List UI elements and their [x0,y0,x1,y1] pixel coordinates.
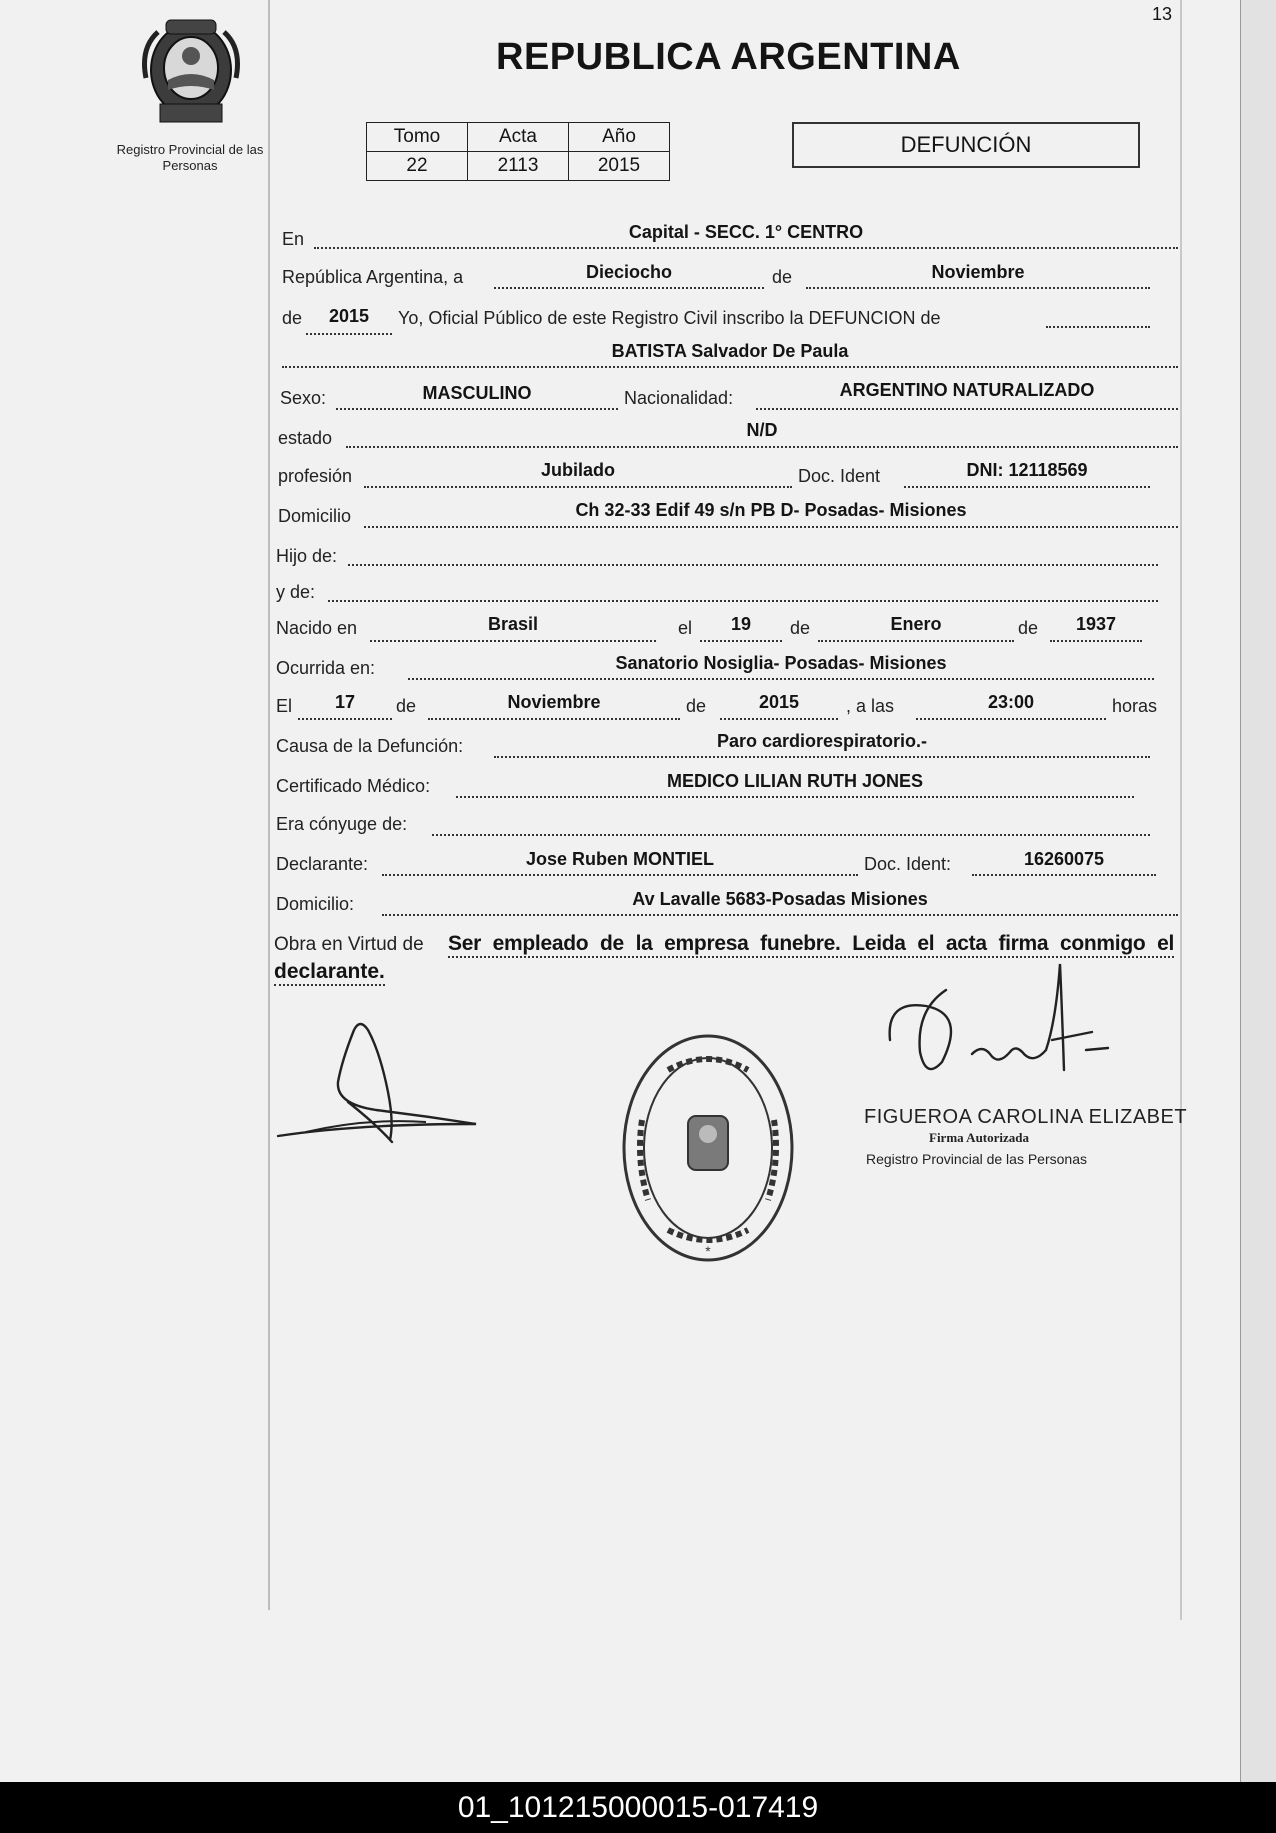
death-month-line [428,718,680,720]
month-line [806,287,1150,289]
margin-rule [268,0,270,1610]
domicilio-value: Ch 32-33 Edif 49 s/n PB D- Posadas- Misiones [575,500,967,520]
file-code-bar [0,1782,1276,1833]
certificado-label: Certificado Médico: [276,776,431,796]
document-type-box: DEFUNCIÓN [792,122,1140,168]
death-time: 23:00 [987,692,1035,712]
birth-month: Enero [890,614,942,634]
adjacent-page-edge [1240,0,1276,1782]
obra-label: Obra en Virtud de [274,934,424,955]
certificado-line [456,796,1134,798]
year-line [306,333,392,335]
doc-ident-value: DNI: 12118569 [966,460,1088,480]
domicilio-line [364,526,1178,528]
death-year-line [720,718,838,720]
estado-label: estado [278,428,333,448]
declarante-value: Jose Ruben MONTIEL [525,849,714,869]
ocurrida-line [408,678,1154,680]
place-value: Capital - SECC. 1° CENTRO [628,222,864,242]
statement-line [1046,326,1150,328]
death-year: 2015 [758,692,800,712]
yde-line [328,600,1158,602]
officer-organization: Registro Provincial de las Personas [866,1151,1087,1167]
horas-label: horas [1112,696,1158,716]
declarante-label: Declarante: [276,854,369,874]
ocurrida-value: Sanatorio Nosiglia- Posadas- Misiones [615,653,947,673]
acta-header: Acta [468,123,569,152]
decl-doc-label: Doc. Ident: [864,854,952,874]
causa-value: Paro cardiorespiratorio.- [716,731,928,751]
doc-ident-line [904,486,1150,488]
name-line [282,366,1178,368]
certificado-value: MEDICO LILIAN RUTH JONES [666,771,923,791]
conyuge-line [432,834,1150,836]
de-year-label: de [282,308,303,328]
day-value: Dieciocho [585,262,673,282]
deceased-name: BATISTA Salvador De Paula [611,341,849,361]
sexo-line [336,408,618,410]
causa-label: Causa de la Defunción: [276,736,464,756]
registry-label: Registro Provincial de las Personas [116,142,264,173]
month-value: Noviembre [931,262,1025,282]
domicilio2-value: Av Lavalle 5683-Posadas Misiones [632,889,928,909]
right-rule [1180,0,1182,1620]
day-line [494,287,764,289]
domicilio2-label: Domicilio: [276,894,355,914]
nacionalidad-label: Nacionalidad: [624,388,734,408]
hijo-line [348,564,1158,566]
declarant-signature [276,1012,486,1152]
death-day: 17 [334,692,356,712]
death-de-year-label: de [686,696,707,716]
provincial-crest-icon [138,18,244,128]
doc-ident-label: Doc. Ident [798,466,881,486]
officer-name: FIGUEROA CAROLINA ELIZABET [864,1106,1188,1128]
republica-label: República Argentina, a [282,267,464,287]
birth-day-line [700,640,782,642]
de-label: de [772,267,793,287]
nacido-label: Nacido en [276,618,358,638]
birth-de-year-label: de [1018,618,1039,638]
a-las-label: , a las [846,696,895,716]
sexo-value: MASCULINO [422,383,532,403]
conyuge-label: Era cónyuge de: [276,814,408,834]
tomo-header: Tomo [367,123,468,152]
birth-day: 19 [730,614,752,634]
hijo-label: Hijo de: [276,546,338,566]
estado-line [346,446,1178,448]
causa-line [494,756,1150,758]
birth-de-label: de [790,618,811,638]
ano-value: 2015 [569,152,670,181]
profesion-line [364,486,792,488]
nacionalidad-line [756,408,1178,410]
en-label: En [282,229,305,249]
birth-year: 1937 [1075,614,1117,634]
svg-text:*: * [705,1243,711,1259]
yde-label: y de: [276,582,316,602]
domicilio-label: Domicilio [278,506,352,526]
year-value: 2015 [328,306,370,326]
birth-year-line [1050,640,1142,642]
ano-header: Año [569,123,670,152]
death-time-line [916,718,1106,720]
statement-text: Yo, Oficial Público de este Registro Civil inscribo la DEFUNCION de [398,308,941,328]
sexo-label: Sexo: [280,388,327,408]
officer-signature [886,960,1116,1090]
estado-value: N/D [746,420,778,440]
page-title: REPUBLICA ARGENTINA [496,36,961,78]
domicilio2-line [382,914,1178,916]
death-de-label: de [396,696,417,716]
obra-value-line2: declarante. [274,960,385,986]
officer-title: Firma Autorizada [929,1130,1030,1145]
ocurrida-label: Ocurrida en: [276,658,376,678]
decl-doc-line [972,874,1156,876]
obra-value-line1: Ser empleado de la empresa funebre. Leida el acta firma conmigo el [448,932,1174,958]
file-code: 01_101215000015-017419 [457,1791,819,1824]
declarante-line [382,874,858,876]
profesion-label: profesión [278,466,353,486]
page-number: 13 [1152,4,1173,24]
profesion-value: Jubilado [540,460,615,480]
en-line [314,247,1178,249]
nacionalidad-value: ARGENTINO NATURALIZADO [839,380,1095,400]
el-cap-label: El [276,696,293,716]
official-stamp [618,1030,798,1270]
nacido-line [370,640,656,642]
nacido-value: Brasil [487,614,539,634]
record-table [366,122,670,181]
tomo-value: 22 [367,152,468,181]
acta-value: 2113 [468,152,569,181]
death-month: Noviembre [507,692,601,712]
birth-month-line [818,640,1014,642]
death-day-line [298,718,392,720]
decl-doc-value: 16260075 [1023,849,1105,869]
el-label: el [678,618,693,638]
